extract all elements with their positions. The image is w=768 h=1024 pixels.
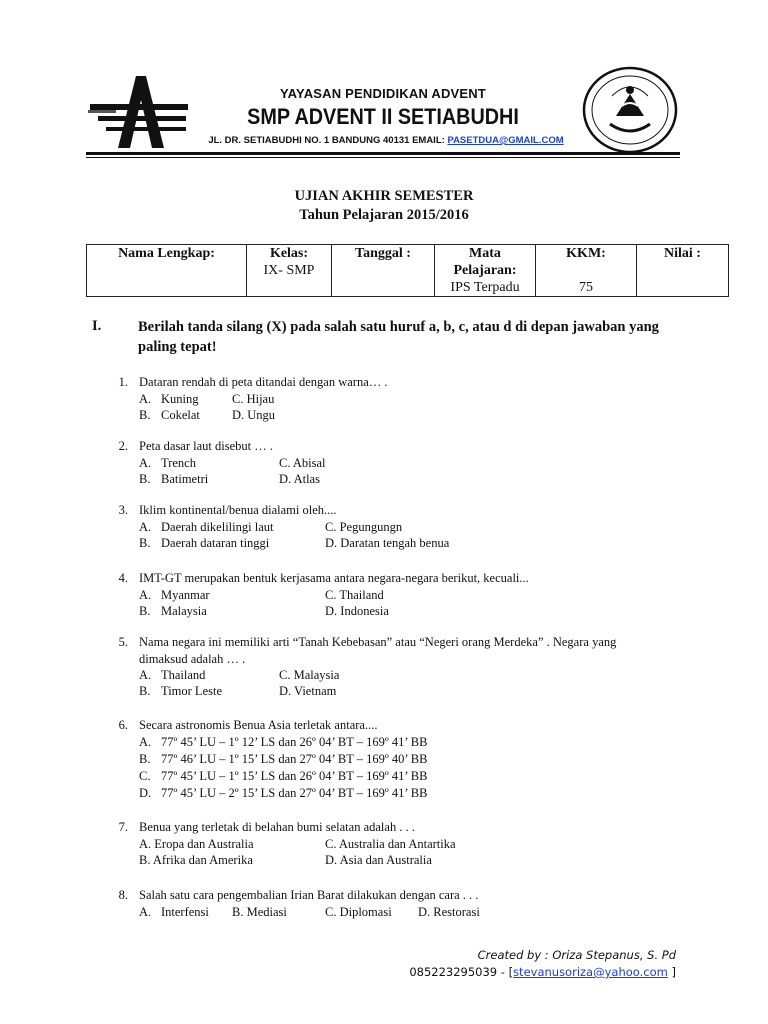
question-number: 3.: [118, 503, 128, 517]
header-rule-thick: [86, 152, 680, 155]
question-stem: Nama negara ini memiliki arti “Tanah Kebebasan” atau “Negeri orang Merdeka” . Negara yang dimaksud adalah … .: [139, 635, 617, 666]
class-value: IX- SMP: [263, 263, 315, 278]
subject-cell: [435, 245, 536, 297]
subject-value: IPS Terpadu: [450, 280, 520, 295]
question-2: [112, 438, 672, 488]
question-number: 8.: [118, 888, 128, 902]
class-label: Kelas:: [269, 246, 309, 261]
subject-label-line1: Mata: [469, 246, 501, 261]
name-cell[interactable]: [87, 245, 247, 297]
option-b[interactable]: B. 77º 46’ LU – 1º 15’ LS dan 27º 04’ BT – 169º 40’ BB: [139, 751, 428, 766]
question-8: [112, 887, 672, 921]
option-c[interactable]: C. Diplomasi: [325, 904, 392, 919]
date-cell[interactable]: [332, 245, 435, 297]
option-b[interactable]: B. Timor Leste: [139, 684, 222, 698]
question-stem: Peta dasar laut disebut … .: [139, 439, 273, 453]
option-c[interactable]: C. Malaysia: [279, 668, 340, 682]
option-d[interactable]: D. 77º 45’ LU – 2º 15’ LS dan 27º 04’ BT – 169º 41’ BB: [139, 785, 428, 800]
question-6: [112, 717, 672, 802]
kkm-value: 75: [579, 280, 593, 295]
section-instruction: Berilah tanda silang (X) pada salah satu huruf a, b, c, atau d di depan jawaban yang paling tepat!: [138, 319, 659, 355]
option-d[interactable]: D. Asia dan Australia: [325, 852, 432, 867]
option-a[interactable]: A. Kuning: [139, 391, 199, 406]
option-c[interactable]: C. Thailand: [325, 587, 384, 602]
option-a[interactable]: A. Eropa dan Australia: [139, 836, 254, 851]
option-a[interactable]: A. Interfensi: [139, 904, 209, 919]
option-a[interactable]: A. Thailand: [139, 668, 206, 682]
option-d[interactable]: D. Vietnam: [279, 684, 337, 698]
footer-author: Created by : Oriza Stepanus, S. Pd: [477, 948, 676, 962]
option-b[interactable]: B. Cokelat: [139, 407, 200, 422]
name-label: Nama Lengkap:: [118, 246, 215, 261]
option-b[interactable]: B. Batimetri: [139, 471, 209, 486]
foundation-name: YAYASAN PENDIDIKAN ADVENT: [279, 86, 487, 101]
option-b[interactable]: B. Afrika dan Amerika: [139, 852, 253, 867]
question-number: 6.: [118, 718, 128, 732]
school-logo-icon: [88, 70, 190, 152]
score-cell[interactable]: [637, 245, 729, 297]
option-d[interactable]: D. Restorasi: [418, 904, 480, 919]
option-c[interactable]: C. Hijau: [232, 391, 275, 406]
student-info-table: [86, 244, 729, 297]
school-email-link[interactable]: PASETDUA@GMAIL.COM: [447, 135, 564, 146]
question-stem: IMT-GT merupakan bentuk kerjasama antara negara-negara berikut, kecuali...: [139, 571, 529, 585]
question-number: 1.: [118, 375, 128, 389]
option-c[interactable]: C. Abisal: [279, 455, 326, 470]
option-c[interactable]: C. 77º 45’ LU – 1º 15’ LS dan 26º 04’ BT – 169º 41’ BB: [139, 768, 428, 783]
school-address: [196, 135, 576, 146]
option-c[interactable]: C. Pegungungn: [325, 519, 403, 534]
option-d[interactable]: D. Ungu: [232, 407, 276, 422]
question-number: 7.: [118, 820, 128, 834]
option-c[interactable]: C. Australia dan Antartika: [325, 836, 456, 851]
footer-bracket: ]: [667, 965, 676, 979]
question-number: 5.: [118, 635, 128, 649]
kkm-cell: [536, 245, 637, 297]
question-3: [112, 502, 672, 552]
footer-email-link[interactable]: stevanusoriza@yahoo.com: [513, 965, 668, 979]
footer-phone: 085223295039 - [: [409, 965, 514, 979]
date-label: Tanggal :: [355, 246, 411, 261]
question-4: [112, 570, 672, 620]
tut-wuri-handayani-emblem-icon: [582, 66, 678, 154]
question-5: [112, 634, 672, 700]
question-stem: Secara astronomis Benua Asia terletak antara....: [139, 718, 378, 732]
school-name: SMP ADVENT II SETIABUDHI: [247, 104, 519, 129]
question-1: [112, 374, 672, 424]
question-stem: Salah satu cara pengembalian Irian Barat dilakukan dengan cara . . .: [139, 888, 479, 902]
header-rule-thin: [86, 157, 680, 158]
question-stem: Dataran rendah di peta ditandai dengan warna… .: [139, 375, 388, 389]
kkm-label: KKM:: [566, 246, 606, 261]
option-a[interactable]: A. 77º 45’ LU – 1º 12’ LS dan 26º 04’ BT – 169º 41’ BB: [139, 734, 428, 749]
score-label: Nilai :: [664, 246, 701, 261]
question-stem: Benua yang terletak di belahan bumi selatan adalah . . .: [139, 820, 415, 834]
option-a[interactable]: A. Myanmar: [139, 587, 210, 602]
option-a[interactable]: A. Trench: [139, 455, 196, 470]
option-a[interactable]: A. Daerah dikelilingi laut: [139, 519, 274, 534]
exam-title: UJIAN AKHIR SEMESTER: [294, 188, 474, 204]
footer-contact: [380, 965, 676, 979]
option-b[interactable]: B. Daerah dataran tinggi: [139, 535, 270, 550]
option-b[interactable]: B. Mediasi: [232, 904, 287, 919]
address-text: JL. DR. SETIABUDHI NO. 1 BANDUNG 40131 EMAIL:: [208, 135, 445, 146]
question-7: [112, 819, 672, 869]
option-d[interactable]: D. Daratan tengah benua: [325, 535, 450, 550]
class-cell: [247, 245, 332, 297]
option-b[interactable]: B. Malaysia: [139, 603, 207, 618]
option-d[interactable]: D. Atlas: [279, 471, 320, 486]
question-stem: Iklim kontinental/benua dialami oleh....: [139, 503, 337, 517]
subject-label-line2: Pelajaran:: [453, 263, 517, 278]
question-number: 2.: [118, 439, 128, 453]
exam-year: Tahun Pelajaran 2015/2016: [299, 207, 469, 223]
question-number: 4.: [118, 571, 128, 585]
section-number: I.: [92, 318, 102, 334]
option-d[interactable]: D. Indonesia: [325, 603, 389, 618]
